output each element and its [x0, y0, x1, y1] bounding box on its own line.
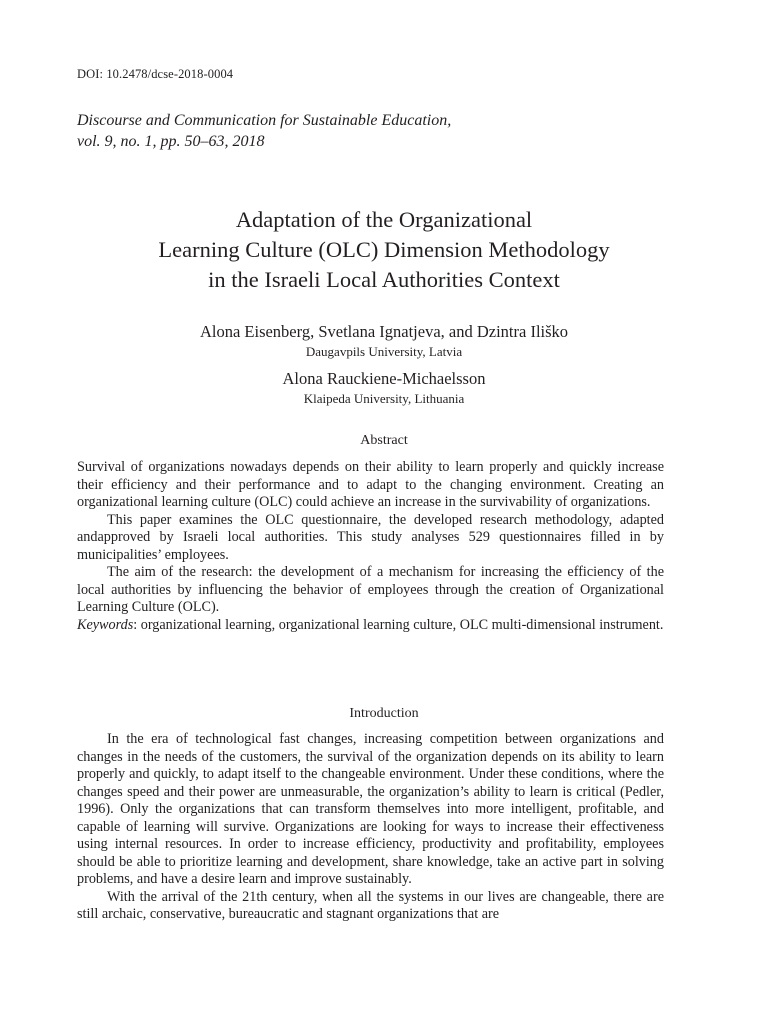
abstract-paragraph: This paper examines the OLC questionnaire, the developed research methodology, adapted andapproved by Israeli local authorities. This study analyses 529 questionnaires filled in by municipalities’ employees.	[77, 511, 664, 563]
keywords-label: Keywords	[77, 616, 134, 633]
journal-volume-line: vol. 9, no. 1, pp. 50–63, 2018	[77, 133, 265, 150]
abstract-heading: Abstract	[360, 433, 408, 448]
keywords-text: : organizational learning, organizational learning culture, OLC multi-dimensional instrument.	[133, 616, 664, 633]
paper-title	[40, 205, 728, 295]
author-names: Alona Rauckiene-Michaelsson	[282, 369, 486, 388]
journal-name-line: Discourse and Communication for Sustainable Education,	[77, 112, 452, 129]
title-line: in the Israeli Local Authorities Context	[208, 267, 560, 292]
keywords-paragraph	[77, 617, 664, 635]
author-affiliation: Daugavpils University, Latvia	[305, 344, 463, 359]
abstract-body	[77, 459, 664, 634]
introduction-heading: Introduction	[349, 706, 419, 721]
introduction-body	[77, 731, 664, 924]
abstract-paragraph: The aim of the research: the development of a mechanism for increasing the efficiency of the local authorities by influencing the behavior of employees through the creation of Organizational Learning Culture (OLC).	[77, 564, 664, 615]
title-line: Adaptation of the Organizational	[235, 207, 533, 232]
author-affiliation: Klaipeda University, Lithuania	[303, 391, 465, 406]
doi-line[interactable]: DOI: 10.2478/dcse-2018-0004	[77, 67, 234, 81]
introduction-paragraph: With the arrival of the 21th century, when all the systems in our lives are changeable, there are still archaic, conservative, bureaucratic and stagnant organizations that are	[77, 888, 664, 922]
journal-citation	[77, 110, 451, 152]
introduction-paragraph: In the era of technological fast changes, increasing competition between organizations and changes in the needs of the customers, the survival of the organization depends on its ability to learn properly and quickly, to adapt itself to the changeable environment. Under these conditions, where the changes speed and their power are unmeasurable, the organization’s ability to learn is critical (Pedler, 1996). Only the organizations that can transform themselves into more intelligent, profitable, and capable of learning will survive. Organizations are looking for ways to increase their effectiveness using internal resources. In order to increase efficiency, productivity and profitability, employees should be able to prioritize learning and development, share knowledge, take an active part in solving problems, and have a desire learn and improve sustainably.	[77, 731, 664, 887]
title-line: Learning Culture (OLC) Dimension Methodology	[158, 237, 610, 262]
abstract-paragraph: Survival of organizations nowadays depends on their ability to learn properly and quickly increase their efficiency and their performance and to adapt to the changing environment. Creating an organizational learning culture (OLC) could achieve an increase in the survivability of organizations.	[77, 459, 664, 510]
author-names: Alona Eisenberg, Svetlana Ignatjeva, and Dzintra Iliško	[199, 322, 569, 341]
